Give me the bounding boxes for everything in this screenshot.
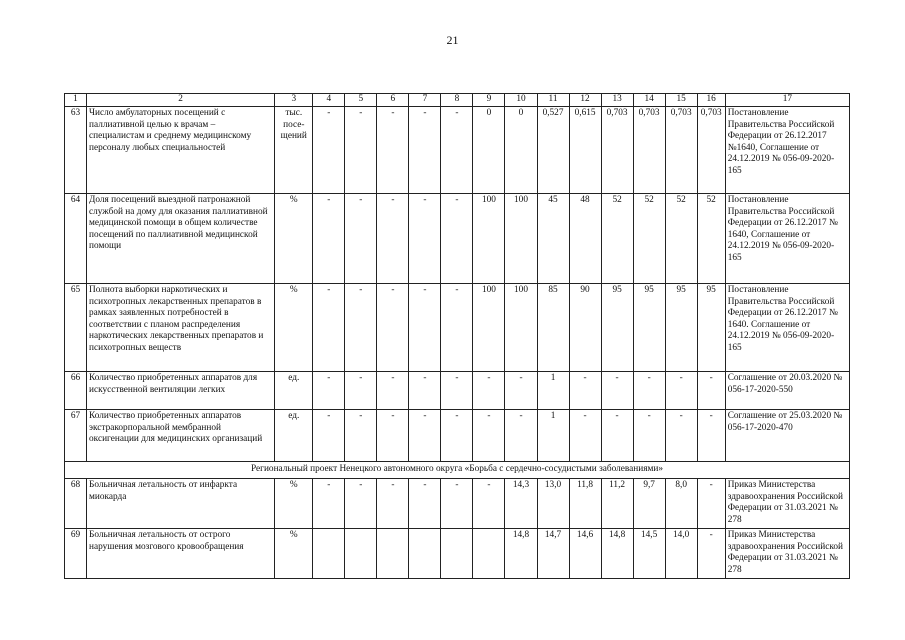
table-row <box>65 372 850 410</box>
indicator-value: - <box>345 107 377 194</box>
legal-basis: Приказ Министерства здравоохранения Российской Федерации от 31.03.2021 № 278 <box>725 479 849 529</box>
indicator-value: - <box>697 479 725 529</box>
legal-basis: Соглашение от 20.03.2020 № 056-17-2020-550 <box>725 372 849 410</box>
indicator-value: - <box>409 194 441 284</box>
indicator-value: 0,703 <box>601 107 633 194</box>
indicator-value: - <box>569 410 601 462</box>
legal-basis: Постановление Правительства Российской Федерации от 26.12.2017 № 1640, Соглашение от 24.12.2019 № 056-09-2020-165 <box>725 194 849 284</box>
indicator-value: - <box>409 410 441 462</box>
indicator-value: 95 <box>633 284 665 372</box>
indicator-value <box>473 529 505 579</box>
indicator-value: - <box>345 410 377 462</box>
indicator-value: 48 <box>569 194 601 284</box>
indicator-value: 14,5 <box>633 529 665 579</box>
indicator-value: - <box>441 479 473 529</box>
indicator-value: - <box>633 410 665 462</box>
table-row <box>65 479 850 529</box>
column-number-header: 7 <box>409 94 441 107</box>
indicator-value: - <box>601 410 633 462</box>
indicator-value: - <box>409 107 441 194</box>
indicator-value: 0,527 <box>537 107 569 194</box>
indicator-value: 14,6 <box>569 529 601 579</box>
indicator-value: - <box>473 410 505 462</box>
unit-of-measure: % <box>275 194 313 284</box>
legal-basis: Постановление Правительства Российской Федерации от 26.12.2017 № 1640. Соглашение от 24.12.2019 № 056-09-2020-165 <box>725 284 849 372</box>
indicator-value: 95 <box>697 284 725 372</box>
indicator-value: 0 <box>473 107 505 194</box>
section-row <box>65 462 850 479</box>
indicator-value: - <box>665 372 697 410</box>
indicator-value: - <box>377 410 409 462</box>
indicator-value: - <box>665 410 697 462</box>
column-number-header: 10 <box>505 94 537 107</box>
indicator-value: 45 <box>537 194 569 284</box>
indicator-value: 52 <box>633 194 665 284</box>
indicator-value: - <box>441 107 473 194</box>
row-number: 63 <box>65 107 87 194</box>
indicator-value: - <box>697 410 725 462</box>
indicator-value: 14,7 <box>537 529 569 579</box>
indicator-name: Больничная летальность от острого нарушения мозгового кровообращения <box>87 529 275 579</box>
indicator-value: - <box>377 194 409 284</box>
unit-of-measure: тыс. посе-щений <box>275 107 313 194</box>
indicator-value: - <box>505 410 537 462</box>
indicator-value: 90 <box>569 284 601 372</box>
indicator-value: - <box>377 479 409 529</box>
unit-of-measure: ед. <box>275 372 313 410</box>
indicator-value: - <box>377 107 409 194</box>
indicator-value: - <box>505 372 537 410</box>
indicator-name: Количество приобретенных аппаратов для искусственной вентиляции легких <box>87 372 275 410</box>
row-number: 67 <box>65 410 87 462</box>
row-number: 66 <box>65 372 87 410</box>
unit-of-measure: ед. <box>275 410 313 462</box>
column-number-header: 11 <box>537 94 569 107</box>
indicator-value: 1 <box>537 372 569 410</box>
indicator-value: 14,3 <box>505 479 537 529</box>
indicator-value: - <box>569 372 601 410</box>
column-number-header: 6 <box>377 94 409 107</box>
indicator-value: - <box>697 372 725 410</box>
column-number-header: 17 <box>725 94 849 107</box>
indicator-value: - <box>697 529 725 579</box>
indicator-value: - <box>409 284 441 372</box>
indicator-value: 100 <box>505 284 537 372</box>
indicator-value: 13,0 <box>537 479 569 529</box>
indicator-value: - <box>633 372 665 410</box>
indicator-value: - <box>313 284 345 372</box>
column-number-header: 2 <box>87 94 275 107</box>
indicator-value: 0 <box>505 107 537 194</box>
indicator-value <box>313 529 345 579</box>
table-row <box>65 107 850 194</box>
table-row <box>65 410 850 462</box>
indicator-value: - <box>313 107 345 194</box>
column-number-header: 1 <box>65 94 87 107</box>
indicator-value: 95 <box>665 284 697 372</box>
indicator-value: - <box>313 372 345 410</box>
column-number-header: 14 <box>633 94 665 107</box>
indicator-value: 9,7 <box>633 479 665 529</box>
indicator-value: 52 <box>665 194 697 284</box>
table-row <box>65 194 850 284</box>
column-number-header: 4 <box>313 94 345 107</box>
indicator-value: - <box>377 284 409 372</box>
table-row <box>65 284 850 372</box>
table-row <box>65 529 850 579</box>
indicator-value: - <box>345 284 377 372</box>
indicator-value <box>409 529 441 579</box>
row-number: 65 <box>65 284 87 372</box>
column-number-header: 8 <box>441 94 473 107</box>
indicator-value: - <box>313 479 345 529</box>
column-number-header: 3 <box>275 94 313 107</box>
unit-of-measure: % <box>275 529 313 579</box>
indicator-value: - <box>345 194 377 284</box>
legal-basis: Приказ Министерства здравоохранения Российской Федерации от 31.03.2021 № 278 <box>725 529 849 579</box>
indicator-value: 52 <box>601 194 633 284</box>
column-number-header: 15 <box>665 94 697 107</box>
indicator-value: 100 <box>473 284 505 372</box>
indicator-value: 0,615 <box>569 107 601 194</box>
indicator-value: - <box>601 372 633 410</box>
indicator-value: - <box>441 410 473 462</box>
row-number: 69 <box>65 529 87 579</box>
indicator-value: 14,8 <box>505 529 537 579</box>
column-number-header: 13 <box>601 94 633 107</box>
column-number-header: 16 <box>697 94 725 107</box>
indicator-name: Число амбулаторных посещений с паллиативной целью к врачам – специалистам и среднему медицинскому персоналу любых специальностей <box>87 107 275 194</box>
indicator-name: Количество приобретенных аппаратов экстракорпоральной мембранной оксигенации для медицинских организаций <box>87 410 275 462</box>
indicator-value: - <box>473 479 505 529</box>
indicator-value: - <box>313 194 345 284</box>
indicator-value: - <box>313 410 345 462</box>
legal-basis: Постановление Правительства Российской Федерации от 26.12.2017 №1640, Соглашение от 24.12.2019 № 056-09-2020-165 <box>725 107 849 194</box>
indicators-table <box>64 93 850 579</box>
indicator-value: - <box>473 372 505 410</box>
indicator-value <box>345 529 377 579</box>
indicator-value: - <box>409 372 441 410</box>
column-number-header: 12 <box>569 94 601 107</box>
indicator-value <box>441 529 473 579</box>
table-header-row <box>65 94 850 107</box>
page-number: 21 <box>446 33 459 47</box>
legal-basis: Соглашение от 25.03.2020 № 056-17-2020-470 <box>725 410 849 462</box>
indicator-value: 0,703 <box>633 107 665 194</box>
indicator-value: 85 <box>537 284 569 372</box>
indicator-name: Больничная летальность от инфаркта миокарда <box>87 479 275 529</box>
indicator-value: - <box>441 284 473 372</box>
section-title: Региональный проект Ненецкого автономного округа «Борьба с сердечно-сосудистыми заболеваниями» <box>65 462 850 479</box>
indicator-name: Полнота выборки наркотических и психотропных лекарственных препаратов в рамках заявленных потребностей в соответствии с планом распределения наркотических лекарственных препаратов и психотропных веществ <box>87 284 275 372</box>
indicator-value: 8,0 <box>665 479 697 529</box>
unit-of-measure: % <box>275 479 313 529</box>
indicator-value: - <box>441 194 473 284</box>
indicator-value: 14,8 <box>601 529 633 579</box>
indicator-name: Доля посещений выездной патронажной службой на дому для оказания паллиативной медицинской помощи в общем количестве посещений по паллиативной медицинской помощи <box>87 194 275 284</box>
indicator-value: - <box>345 372 377 410</box>
indicator-value: 1 <box>537 410 569 462</box>
indicator-value: 11,8 <box>569 479 601 529</box>
row-number: 68 <box>65 479 87 529</box>
indicator-value: 100 <box>473 194 505 284</box>
indicator-value: - <box>345 479 377 529</box>
indicator-value: 95 <box>601 284 633 372</box>
indicator-value: 0,703 <box>665 107 697 194</box>
column-number-header: 9 <box>473 94 505 107</box>
indicator-value: 11,2 <box>601 479 633 529</box>
indicator-value: - <box>441 372 473 410</box>
indicator-value: 0,703 <box>697 107 725 194</box>
indicator-value: 52 <box>697 194 725 284</box>
row-number: 64 <box>65 194 87 284</box>
indicator-value: - <box>409 479 441 529</box>
indicator-value: 100 <box>505 194 537 284</box>
indicator-value: 14,0 <box>665 529 697 579</box>
unit-of-measure: % <box>275 284 313 372</box>
indicator-value <box>377 529 409 579</box>
column-number-header: 5 <box>345 94 377 107</box>
indicator-value: - <box>377 372 409 410</box>
